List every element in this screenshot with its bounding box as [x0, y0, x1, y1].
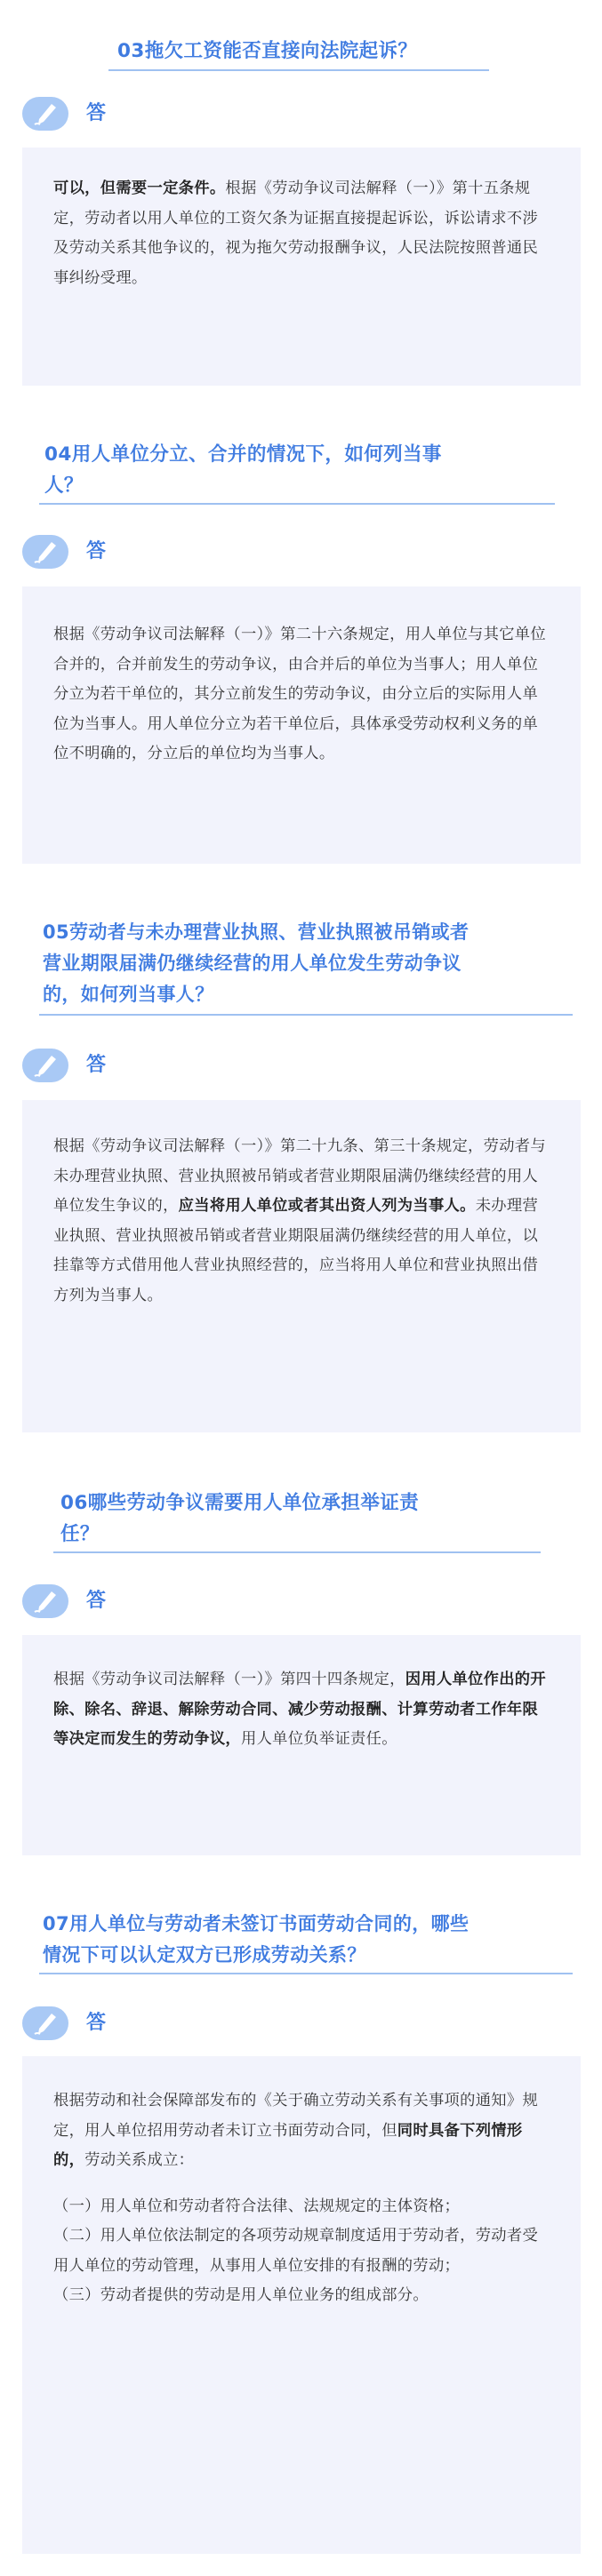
- answer-text-05: [53, 1132, 551, 1311]
- answer-badge: [22, 2006, 68, 2040]
- question-04-title-line-2: 人？: [44, 475, 84, 497]
- answer-07-item-3: （三）劳动者提供的劳动是用人单位业务的组成部分。: [53, 2286, 429, 2304]
- answer-06-before: 根据《劳动争议司法解释（一）》第四十四条规定，: [53, 1671, 405, 1688]
- question-06-underline: [53, 1551, 541, 1553]
- answer-07-before: 根据劳动和社会保障部发布的《关于确立劳动关系有关事项的通知》规定，用人单位招用劳动者未订立书面劳动合同，但: [53, 2092, 539, 2140]
- answer-box-03: [22, 148, 581, 386]
- answer-03-bold: 可以，但需要一定条件。: [53, 179, 226, 197]
- answer-05-after: 未办理营业执照、营业执照被吊销或者营业期限届满仍继续经营的用人单位，以挂靠等方式借用他人营业执照经营的，应当将用人单位和营业执照出借方列为当事人。: [53, 1197, 539, 1304]
- question-05-underline: [39, 1014, 573, 1016]
- question-06-title-line-2: 任？: [60, 1523, 100, 1545]
- question-06-title-line-1: 06哪些劳动争议需要用人单位承担举证责: [60, 1492, 420, 1514]
- question-05-title-line-2: 营业期限届满仍继续经营的用人单位发生劳动争议: [43, 953, 462, 974]
- answer-07-after: 劳动关系成立：: [84, 2151, 195, 2169]
- question-04-underline: [39, 503, 555, 505]
- answer-box-04: [22, 586, 581, 864]
- question-05-title: [43, 917, 576, 1010]
- pencil-icon: [22, 1584, 68, 1618]
- answer-05-before: 根据《劳动争议司法解释（一）》第二十九条、第三十条规定，劳动者与未办理营业执照、营业执照被吊销或者营业期限届满仍继续经营的用人单位发生争议的，: [53, 1137, 546, 1215]
- question-07-title-line-2: 情况下可以认定双方已形成劳动关系？: [43, 1944, 366, 1966]
- question-07-title-line-1: 07用人单位与劳动者未签订书面劳动合同的，哪些: [43, 1913, 470, 1934]
- answer-05-bold: 应当将用人单位或者其出资人列为当事人。: [178, 1197, 476, 1215]
- answer-badge: [22, 1049, 68, 1082]
- pencil-icon: [22, 97, 68, 131]
- answer-badge: [22, 535, 68, 569]
- answer-07-item-1: （一）用人单位和劳动者符合法律、法规规定的主体资格；: [53, 2197, 461, 2215]
- question-04-title-line-1: 04用人单位分立、合并的情况下，如何列当事: [44, 443, 442, 466]
- question-03-title-line-1: 03拖欠工资能否直接向法院起诉？: [117, 40, 418, 62]
- answer-label: 答: [86, 102, 107, 124]
- question-05-title-line-3: 的，如何列当事人？: [43, 984, 214, 1005]
- answer-label: 答: [86, 1054, 107, 1076]
- answer-label: 答: [86, 540, 107, 562]
- answer-text-07: [53, 2086, 551, 2311]
- question-04-title: [44, 439, 542, 501]
- answer-label: 答: [86, 1590, 107, 1612]
- question-07-title: [43, 1909, 576, 1971]
- answer-07-item-2: （二）用人单位依法制定的各项劳动规章制度适用于劳动者，劳动者受用人单位的劳动管理，从事用人单位安排的有报酬的劳动；: [53, 2227, 539, 2275]
- question-03-title: [117, 36, 417, 67]
- answer-text-06: [53, 1665, 551, 1755]
- answer-box-06: [22, 1635, 581, 1855]
- answer-badge: [22, 1584, 68, 1618]
- answer-label: 答: [86, 2012, 107, 2034]
- pencil-icon: [22, 535, 68, 569]
- question-07-underline: [39, 1973, 573, 1974]
- answer-box-07: [22, 2056, 581, 2554]
- answer-text-03: [53, 174, 551, 293]
- answer-badge: [22, 97, 68, 131]
- answer-03-body: 根据《劳动争议司法解释（一）》第十五条规定，劳动者以用人单位的工资欠条为证据直接提起诉讼，诉讼请求不涉及劳动关系其他争议的，视为拖欠劳动报酬争议，人民法院按照普通民事纠纷受理。: [53, 179, 539, 287]
- pencil-icon: [22, 2006, 68, 2040]
- answer-text-04: [53, 620, 551, 770]
- pencil-icon: [22, 1049, 68, 1082]
- answer-06-after: 用人单位负举证责任。: [240, 1730, 397, 1748]
- question-03-underline: [108, 69, 489, 71]
- answer-04-body: 根据《劳动争议司法解释（一）》第二十六条规定，用人单位与其它单位合并的，合并前发生的劳动争议，由合并后的单位为当事人；用人单位分立为若干单位的，其分立前发生的劳动争议，由分立后的实际用人单位为当事人。用人单位分立为若干单位后，具体承受劳动权利义务的单位不明确的，分立后的单位均为当事人。: [53, 626, 546, 762]
- question-05-title-line-1: 05劳动者与未办理营业执照、营业执照被吊销或者: [43, 921, 470, 943]
- question-06-title: [60, 1487, 558, 1550]
- answer-07-bold: 同时具备下列情形的，: [53, 2121, 523, 2169]
- answer-06-bold: 因用人单位作出的开除、除名、辞退、解除劳动合同、减少劳动报酬、计算劳动者工作年限等决定而发生的劳动争议，: [53, 1671, 546, 1748]
- answer-box-05: [22, 1100, 581, 1432]
